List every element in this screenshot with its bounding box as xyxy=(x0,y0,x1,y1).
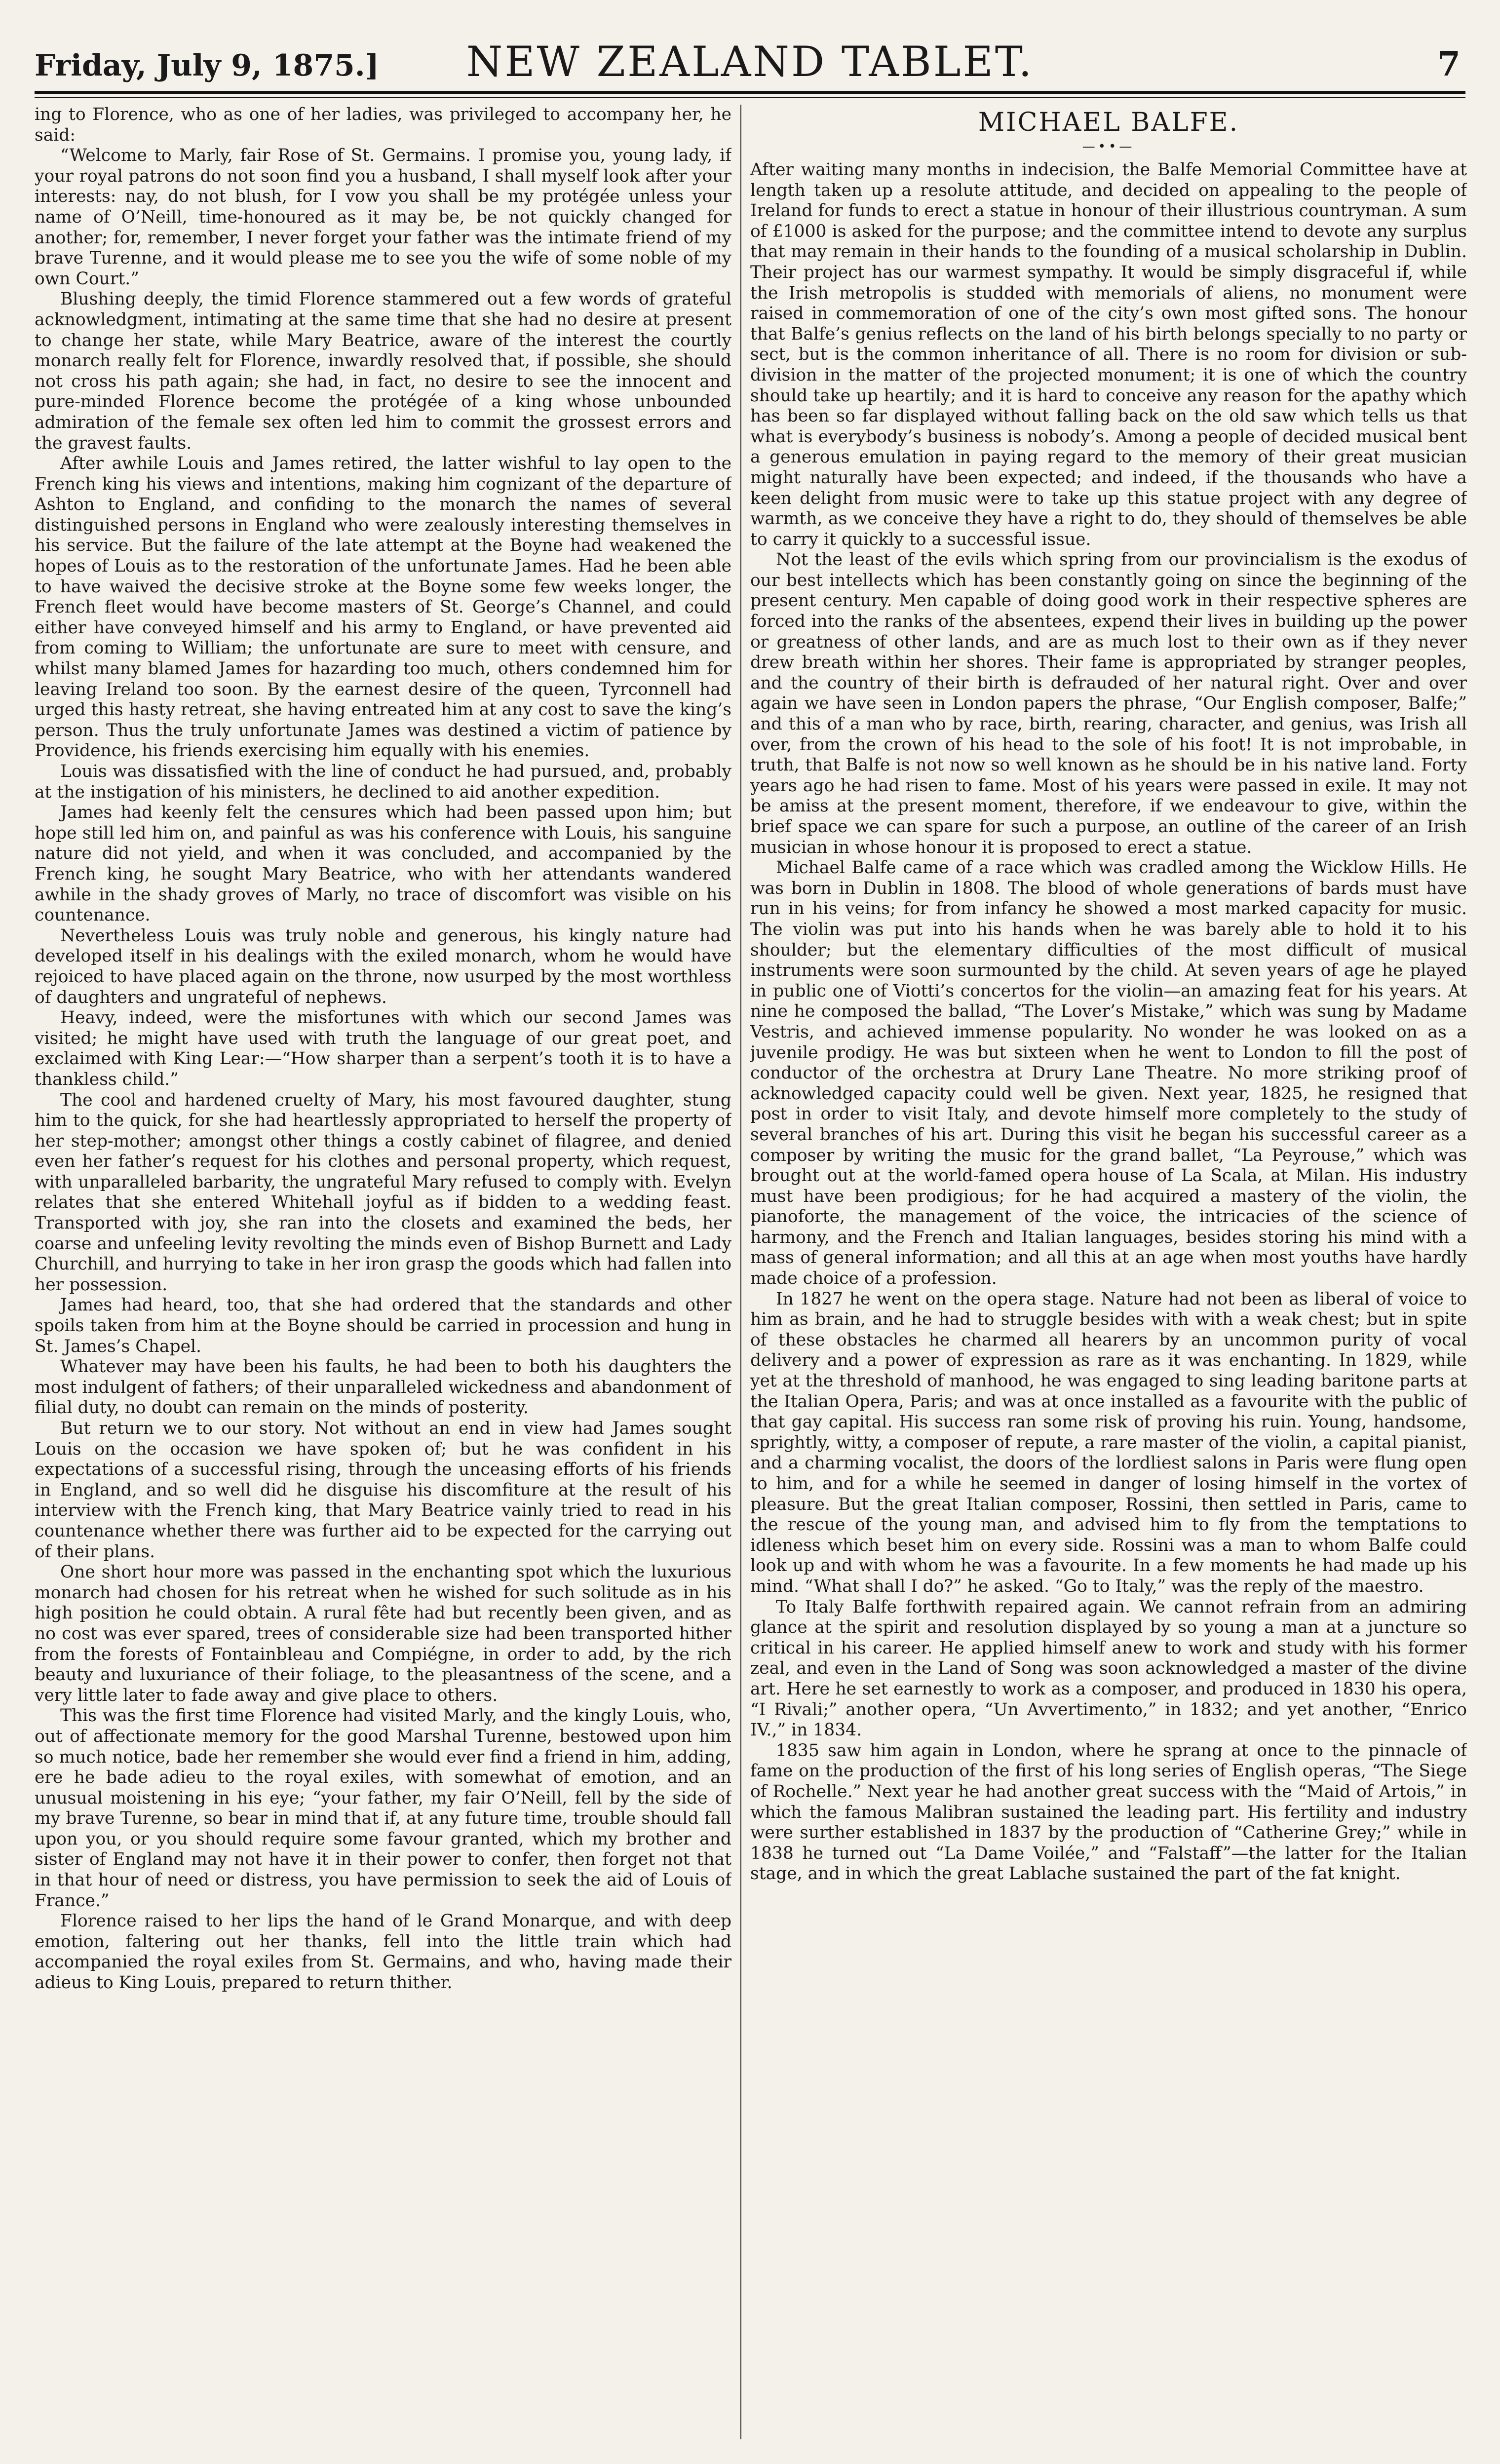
paragraph: This was the first time Florence had visited Marly, and the kingly Louis, who, out of affectionate memory for the good Marshal Turenne, bestowed upon him so much notice, bade her remember she would ever find a friend in him, adding, ere he bade adieu to the royal exiles, with somewhat of emotion, and an unusual moistening in his eye; “your father, my fair O’Neill, fell by the side of my brave Turenne, so bear in mind that if, at any future time, trouble should fall upon you, or you should require some favour granted, which my brother and sister of England may not have it in their power to confer, then forget not that in that hour of need or distress, you have permission to seek the aid of Louis of France.” xyxy=(35,1706,731,1911)
paragraph: But return we to our story. Not without an end in view had James sought Louis on the occasion we have spoken of; but he was confident in his expectations of a successful rising, through the unceasing efforts of his friends in England, and so well did he disguise his discomfiture at the result of his interview with the French king, that Mary Beatrice vainly tried to read in his countenance whether there was further aid to be expected for the carrying out of their plans. xyxy=(35,1419,731,1562)
paragraph: Nevertheless Louis was truly noble and generous, his kingly nature had developed itself in his dealings with the exiled monarch, whom he would have rejoiced to have placed again on the throne, now usurped by the most worthless of daughters and ungrateful of nephews. xyxy=(35,925,731,1007)
paragraph: After awhile Louis and James retired, the latter wishful to lay open to the French king his views and intentions, making him cognizant of the departure of Ashton to England, and confiding to the monarch the names of several distinguished persons in England who were zealously interesting themselves in his service. But the failure of the late attempt at the Boyne had weakened the hopes of Louis as to the restoration of the unfortunate James. Had he been able to have waived the decisive stroke at the Boyne some few weeks longer, the French fleet would have become masters of St. George’s Channel, and could either have conveyed himself and his army to England, or have prevented aid from coming to William; the unfortunate are sure to meet with censure, and whilst many blamed James for hazarding too much, others condemned him for leaving Ireland too soon. By the earnest desire of the queen, Tyrconnell had urged this hasty retreat, she having entreated him at any cost to save the king’s person. Thus the truly unfortunate James was destined a victim of patience by Providence, his friends exercising him equally with his enemies. xyxy=(35,454,731,761)
column-divider xyxy=(740,105,741,2439)
paragraph: Not the least of the evils which spring from our provincialism is the exodus of our best intellects which has been constantly going on since the beginning of the present century. Men capable of doing good work in their respective spheres are forced into the ranks of the absentees, expend their lives in building up the power or greatness of other lands, and are as much lost to their own as if they never drew breath within her shores. Their fame is appropriated by stranger peoples, and the country of their birth is defrauded of her natural right. Over and over again we have seen in London papers the phrase, “Our English composer, Balfe;” and this of a man who by race, birth, rearing, character, and genius, was Irish all over, from the crown of his head to the sole of his foot! It is not improbable, in truth, that Balfe is not now so well known as he should be in his native land. Forty years ago he had risen to fame. Most of his years were passed in exile. It may not be amiss at the present moment, therefore, if we endeavour to give, within the brief space we can spare for such a purpose, an outline of the career of an Irish musician in whose honour it is proposed to erect a statue. xyxy=(750,550,1467,857)
paragraph: James had keenly felt the censures which had been passed upon him; but hope still led him on, and painful as was his conference with Louis, his sanguine nature did not yield, and when it was concluded, and accompanied by the French king, he sought Mary Beatrice, who with her attendants wandered awhile in the shady groves of Marly, no trace of discomfort was visible on his countenance. xyxy=(35,803,731,925)
paragraph: After waiting many months in indecision, the Balfe Memorial Committee have at length taken up a resolute attitude, and decided on appealing to the people of Ireland for funds to erect a statue in honour of their illustrious countryman. A sum of £1000 is asked for the purpose; and the committee intend to devote any surplus that may remain in their hands to the founding of a musical scholarship in Dublin. Their project has our warmest sympathy. It would be simply disgraceful if, while the Irish metropolis is studded with memorials of aliens, no monument were raised in commemoration of one of the city’s own most gifted sons. The honour that Balfe’s genius reflects on the land of his birth belongs specially to no party or sect, but is the common inheritance of all. There is no room for division or sub-division in the matter of the projected monument; it is one of which the country should take up heartily; and it is hard to conceive any reason for the apathy which has been so far displayed without falling back on the old saw which tells us that what is everybody’s business is nobody’s. Among a people of decided musical bent a generous emulation in paying regard to the memory of their great musician might naturally have been expected; and indeed, if the thousands who have a keen delight from music were to take up this statue project with any degree of warmth, as we conceive they have a right to do, they should of themselves be able to carry it quickly to a successful issue. xyxy=(750,160,1467,549)
masthead-rule-thin xyxy=(35,97,1465,98)
paragraph: James had heard, too, that she had ordered that the standards and other spoils taken from him at the Boyne should be carried in procession and hung in St. James’s Chapel. xyxy=(35,1295,731,1356)
newspaper-title: NEW ZEALAND TABLET. xyxy=(466,38,1034,86)
paragraph: Louis was dissatisfied with the line of conduct he had pursued, and, probably at the instigation of his ministers, he declined to aid another expedition. xyxy=(35,762,731,802)
paragraph: The cool and hardened cruelty of Mary, his most favoured daughter, stung him to the quick, for she had heartlessly appropriated to herself the property of her step-mother; amongst other things a costly cabinet of filagree, and denied even her father’s request for his clothes and personal property, which request, with unparalleled barbarity, the ungrateful Mary refused to comply with. Evelyn relates that she entered Whitehall joyful as if bidden to a wedding feast. Transported with joy, she ran into the closets and examined the beds, her coarse and unfeeling levity revolting the minds even of Bishop Burnett and Lady Churchill, and hurrying to take in her iron grasp the goods which had fallen into her possession. xyxy=(35,1090,731,1295)
masthead-rule-thick xyxy=(35,91,1465,94)
paragraph: 1835 saw him again in London, where he sprang at once to the pinnacle of fame on the production of the first of his long series of English operas, “The Siege of Rochelle.” Next year he had another great success with the “Maid of Artois,” in which the famous Malibran sustained the leading part. His fertility and industry were surther established in 1837 by the production of “Catherine Grey;” while in 1838 he turned out “La Dame Voilée,” and “Falstaff”—the latter for the Italian stage, and in which the great Lablache sustained the part of the fat knight. xyxy=(750,1740,1467,1884)
paragraph: “Welcome to Marly, fair Rose of St. Germains. I promise you, young lady, if your royal patrons do not soon find you a husband, I shall myself look after your interests: nay, do not blush, for I vow you shall be my protégée unless your name of O’Neill, time-honoured as it may be, be not quickly changed for another; for, remember, I never forget your father was the intimate friend of my brave Turenne, and it would please me to see you the wife of some noble of my own Court.” xyxy=(35,146,731,289)
paragraph: Blushing deeply, the timid Florence stammered out a few words of grateful acknowledgment, intimating at the same time that she had no desire at present to change her state, while Mary Beatrice, aware of the interest the courtly monarch really felt for Florence, inwardly resolved that, if possible, she should not cross his path again; she had, in fact, no desire to see the innocent and pure-minded Florence become the protégée of a king whose unbounded admiration of the female sex often led him to commit the grossest errors and the gravest faults. xyxy=(35,289,731,453)
masthead xyxy=(35,34,1465,89)
paragraph: Heavy, indeed, were the misfortunes with which our second James was visited; he might have used with truth the language of our great poet, and exclaimed with King Lear:—“How sharper than a serpent’s tooth it is to have a thankless child.” xyxy=(35,1008,731,1089)
left-column xyxy=(35,105,731,2439)
issue-date: Friday, July 9, 1875.] xyxy=(35,48,380,83)
title-ornament: —••— xyxy=(1082,139,1135,154)
paragraph: In 1827 he went on the opera stage. Nature had not been as liberal of voice to him as brain, and he had to struggle besides with with a weak chest; but in spite of these obstacles he charmed all hearers by an uncommon purity of vocal delivery and a power of expression as rare as it was enchanting. In 1829, while yet at the threshold of manhood, he was engaged to sing leading baritone parts at the Italian Opera, Paris; and was at once installed as a favourite with the public of that gay capital. His success ran some risk of proving his ruin. Young, handsome, sprightly, witty, a composer of repute, a rare master of the violin, a capital pianist, and a charming vocalist, the doors of the lordliest salons in Paris were flung open to him, and for a while he seemed in danger of losing himself in the vortex of pleasure. But the great Italian composer, Rossini, then settled in Paris, came to the rescue of the young man, and advised him to fly from the temptations to idleness which beset him on every side. Rossini was a man to whom Balfe could look up and with whom he was a favourite. In a few moments he had made up his mind. “What shall I do?” he asked. “Go to Italy,” was the reply of the maestro. xyxy=(750,1289,1467,1596)
page-number: 7 xyxy=(1437,44,1461,84)
paragraph: Florence raised to her lips the hand of le Grand Monarque, and with deep emotion, faltering out her thanks, fell into the little train which had accompanied the royal exiles from St. Germains, and who, having made their adieus to King Louis, prepared to return thither. xyxy=(35,1911,731,1993)
right-column xyxy=(750,105,1467,2439)
paragraph: ing to Florence, who as one of her ladies, was privileged to accompany her, he said: xyxy=(35,105,731,145)
paragraph: To Italy Balfe forthwith repaired again. We cannot refrain from an admiring glance at the spirit and resolution displayed by so young a man at a juncture so critical in his career. He applied himself anew to work and study with his former zeal, and even in the Land of Song was soon acknowledged a master of the divine art. Here he set earnestly to work as a composer, and produced in 1830 his opera, “I Rivali;” another opera, “Un Avvertimento,” in 1832; and yet another, “Enrico IV.,” in 1834. xyxy=(750,1597,1467,1740)
article-body xyxy=(750,160,1467,1885)
paragraph: Michael Balfe came of a race which was cradled among the Wicklow Hills. He was born in Dublin in 1808. The blood of whole generations of bards must have run in his veins; for from infancy he showed a most marked capacity for music. The violin was put into his hands when he was barely able to hold it to his shoulder; but the elementary difficulties of the most difficult of musical instruments were soon surmounted by the child. At seven years of age he played in public one of Viotti’s concertos for the violin—an amazing feat for his years. At nine he composed the ballad, “The Lover’s Mistake,” which was sung by Madame Vestris, and achieved immense popularity. No wonder he was looked on as a juvenile prodigy. He was but sixteen when he went to London to fill the post of conductor of the orchestra at Drury Lane Theatre. No more striking proof of acknowledged capacity could well be given. Next year, 1825, he resigned that post in order to visit Italy, and devote himself more completely to the study of several branches of his art. During this visit he began his successful career as a composer by writing the music for the grand ballet, “La Peyrouse,” which was brought out at the world-famed opera house of La Scala, at Milan. His industry must have been prodigious; for he had acquired a mastery of the violin, the pianoforte, the management of the voice, the intricacies of the science of harmony, and the French and Italian languages, besides storing his mind with a mass of general information; and all this at an age when most youths have hardly made choice of a profession. xyxy=(750,858,1467,1289)
article-title: MICHAEL BALFE. xyxy=(978,108,1239,137)
paragraph: Whatever may have been his faults, he had been to both his daughters the most indulgent of fathers; of their unparalleled wickedness and abandonment of filial duty, no doubt can remain on the minds of posterity. xyxy=(35,1357,731,1418)
paragraph: One short hour more was passed in the enchanting spot which the luxurious monarch had chosen for his retreat when he wished for such solitude as in his high position he could obtain. A rural fête had but recently been given, and as no cost was ever spared, trees of considerable size had been transported hither from the forests of Fontainbleau and Compiégne, in order to add, by the rich beauty and luxuriance of their foliage, to the pleasantness of the scene, and a very little later to fade away and give place to others. xyxy=(35,1562,731,1705)
